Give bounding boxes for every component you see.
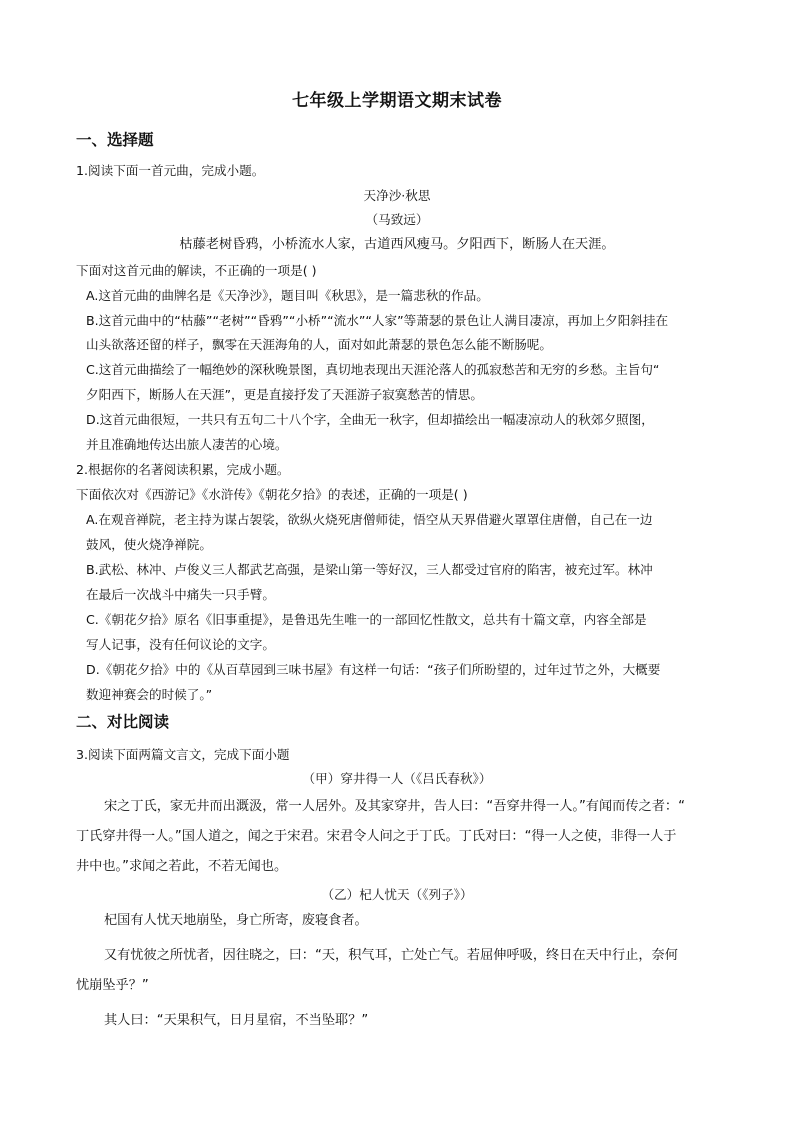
q2-option-d: D.《朝花夕拾》中的《从百草园到三味书屋》有这样一句话：“孩子们所盼望的，过年过节之外，大概要 <box>86 662 661 677</box>
page-title: 七年级上学期语文期末试卷 <box>292 91 502 111</box>
passage-b-title: （乙）杞人忧天（《列子》） <box>321 887 473 902</box>
passage-b-line: 其人曰：“天果积气，日月星宿，不当坠耶？” <box>104 1013 369 1028</box>
poem-title: 天净沙·秋思 <box>363 188 431 203</box>
poem-text: 枯藤老树昏鸦，小桥流水人家，古道西风瘦马。夕阳西下，断肠人在天涯。 <box>179 237 615 252</box>
passage-b-line: 又有忧彼之所忧者，因往晓之，曰：“天，积气耳，亡处亡气。若屈伸呼吸，终日在天中行止，奈何 <box>104 948 678 963</box>
q1-option-c: C.这首元曲描绘了一幅绝妙的深秋晚景图，真切地表现出天涯沦落人的孤寂愁苦和无穷的乡愁。主旨句“ <box>86 362 660 377</box>
section-heading-compare: 二、对比阅读 <box>76 713 170 731</box>
q2-stem: 2.根据你的名著阅读积累，完成小题。 <box>76 462 290 477</box>
passage-a-line: 井中也。”求闻之若此，不若无闻也。 <box>76 859 288 874</box>
q1-option-b: B.这首元曲中的“枯藤”“老树”“昏鸦”“小桥”“流水”“人家”等萧瑟的景色让人满目凄凉，再加上夕阳斜挂在 <box>86 313 669 328</box>
q1-option-c-cont: 夕阳西下，断肠人在天涯”，更是直接抒发了天涯游子寂寞愁苦的情思。 <box>86 387 483 402</box>
q2-option-c: C.《朝花夕拾》原名《旧事重提》，是鲁迅先生唯一的一部回忆性散文，总共有十篇文章，内容全部是 <box>86 612 647 627</box>
q3-stem: 3.阅读下面两篇文言文，完成下面小题 <box>76 747 290 762</box>
q2-option-a-cont: 鼓风，使火烧净禅院。 <box>86 537 212 552</box>
q2-option-a: A.在观音禅院，老主持为谋占袈裟，欲纵火烧死唐僧师徒，悟空从天界借避火罩罩住唐僧，自己在一边 <box>86 512 653 527</box>
q2-option-b: B.武松、林冲、卢俊义三人都武艺高强，是梁山第一等好汉，三人都受过官府的陷害，被充过军。林冲 <box>86 562 653 577</box>
q1-option-d: D.这首元曲很短，一共只有五句二十八个字，全曲无一秋字，但却描绘出一幅凄凉动人的秋郊夕照图， <box>86 412 654 427</box>
passage-b-line: 杞国有人忧天地崩坠，身亡所寄，废寝食者。 <box>104 913 368 928</box>
q2-question: 下面依次对《西游记》《水浒传》《朝花夕拾》的表述，正确的一项是( ) <box>76 487 468 502</box>
passage-a-title: （甲）穿井得一人（《吕氏春秋》） <box>302 771 492 786</box>
q2-option-b-cont: 在最后一次战斗中痛失一只手臂。 <box>86 587 275 602</box>
q2-option-c-cont: 写人记事，没有任何议论的文字。 <box>86 637 275 652</box>
q1-option-b-cont: 山头欲落还留的样子，飘零在天涯海角的人，面对如此萧瑟的景色怎么能不断肠呢。 <box>86 337 552 352</box>
passage-b-line: 忧崩坠乎？” <box>76 978 149 993</box>
section-heading-choice: 一、选择题 <box>76 131 154 149</box>
q1-option-d-cont: 并且准确地传达出旅人凄苦的心境。 <box>86 437 288 452</box>
passage-a-line: 宋之丁氏，家无井而出溉汲，常一人居外。及其家穿井，告人曰：“吾穿井得一人。”有闻而传之者：“ <box>104 799 685 814</box>
passage-a-line: 丁氏穿井得一人。”国人道之，闻之于宋君。宋君令人问之于丁氏。丁氏对曰：“得一人之使，非得一人于 <box>76 829 677 844</box>
poem-author: （马致远） <box>365 212 429 227</box>
q1-option-a: A.这首元曲的曲牌名是《天净沙》，题目叫《秋思》，是一篇悲秋的作品。 <box>86 288 489 303</box>
q1-question: 下面对这首元曲的解读，不正确的一项是( ) <box>76 263 317 278</box>
q2-option-d-cont: 数迎神赛会的时候了。” <box>86 687 213 702</box>
q1-stem: 1.阅读下面一首元曲，完成小题。 <box>76 163 265 178</box>
